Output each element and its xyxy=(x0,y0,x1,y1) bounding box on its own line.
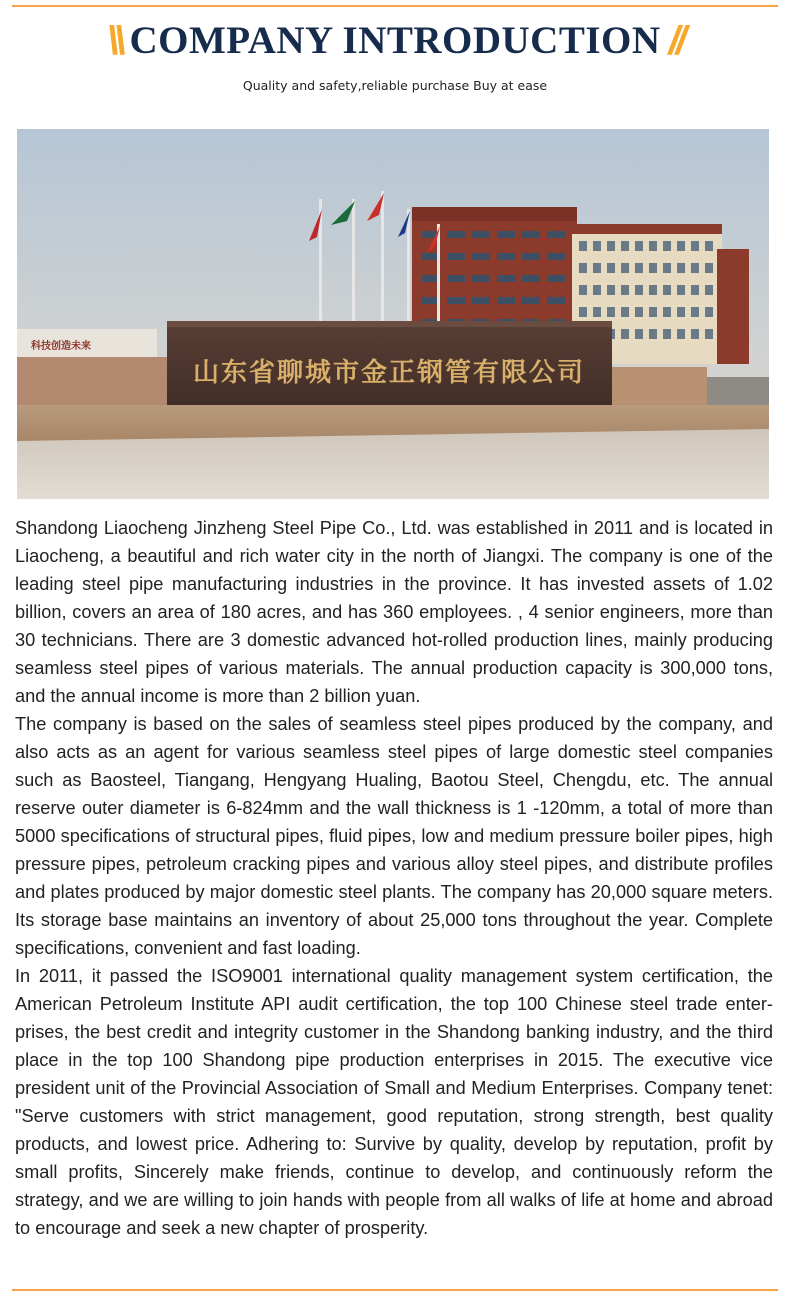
page-title: COMPANY INTRODUCTION xyxy=(129,19,661,62)
company-building-photo xyxy=(17,129,769,499)
top-divider xyxy=(12,5,778,7)
intro-paragraph-1: Shandong Liaocheng Jinzheng Steel Pipe Co., Ltd. was established in 2011 and is located in Liaocheng, a beautiful and rich water city in the north of Jiangxi. The company is one of the leading steel pipe manufacturing industries in the province. It has invested assets of 1.02 billion, covers an area of 180 acres, and has 360 employees. , 4 senior engineers, more than 30 technicians. There are 3 domestic advanced hot-rolled production lines, mainly producing seamless steel pipes of various materials. The annual production capacity is 300,000 tons, and the annual income is more than 2 billion yuan. xyxy=(15,518,773,706)
right-slashes-decoration: // xyxy=(668,19,683,63)
left-wall-sign: 科技创造未来 xyxy=(31,341,91,352)
section-header xyxy=(0,18,790,64)
sign-wall xyxy=(167,321,612,413)
intro-paragraph-2: The company is based on the sales of seamless steel pipes produced by the company, and also acts as an agent for various seamless steel pipes of large domestic steel companies such as Baosteel, Tiangang, Hengyang Hualing, Baotou Steel, Chengdu, etc. The annual reserve outer diameter is 6-824mm and the wall thickness is 1 -120mm, a total of more than 5000 specifications of structural pipes, fluid pipes, low and medium pressure boiler pipes, high pressure pipes, petroleum cracking pipes and various alloy steel pipes, and distribute profiles and plates produced by major domestic steel plants. The company has 20,000 square meters. Its storage base maintains an inventory of about 25,000 tons throughout the year. Complete specifications, convenient and fast loading. xyxy=(15,714,773,958)
bottom-divider xyxy=(12,1289,778,1291)
left-slashes-decoration: \\ xyxy=(107,19,122,63)
intro-text xyxy=(15,514,773,1242)
page-subtitle: Quality and safety,reliable purchase Buy at ease xyxy=(242,78,548,93)
wall-sign-text: 山东省聊城市金正钢管有限公司 xyxy=(192,358,586,388)
intro-paragraph-3: In 2011, it passed the ISO9001 international quality management system certification, the American Petroleum Institute API audit certification, the top 100 Chinese steel trade enter-prises, the best credit and integrity customer in the Shandong banking industry, and the third place in the top 100 Shandong pipe production enterprises in 2015. The executive vice president unit of the Provincial Association of Small and Medium Enterprises. Company tenet: "Serve customers with strict management, good reputation, strong strength, best quality products, and lowest price. Adhering to: Survive by quality, develop by reputation, profit by small profits, Sincerely make friends, continue to develop, and continuously reform the strategy, and we are willing to join hands with people from all walks of life at home and abroad to encourage and seek a new chapter of prosperity. xyxy=(15,966,773,1238)
